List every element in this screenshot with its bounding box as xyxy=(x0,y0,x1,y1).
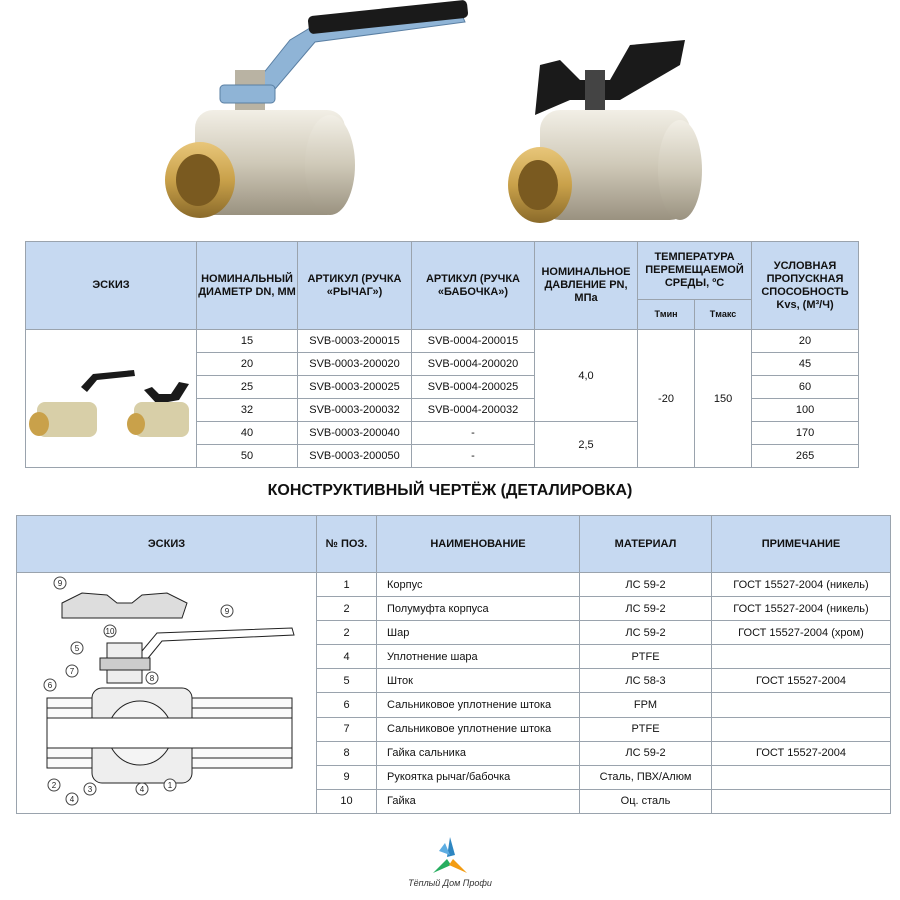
header-sketch: ЭСКИЗ xyxy=(17,516,317,573)
cell-note xyxy=(712,645,891,669)
cell-lever: SVB-0003-200025 xyxy=(298,376,412,399)
cell-kvs: 20 xyxy=(752,330,859,353)
valves-thumbnail xyxy=(29,332,194,462)
cell-name: Сальниковое уплотнение штока xyxy=(377,693,580,717)
callout: 9 xyxy=(224,607,229,616)
callout: 10 xyxy=(105,627,114,636)
cell-pos: 8 xyxy=(317,741,377,765)
cell-kvs: 100 xyxy=(752,399,859,422)
cell-dn: 15 xyxy=(197,330,298,353)
cell-material: FPM xyxy=(580,693,712,717)
cell-butterfly: SVB-0004-200032 xyxy=(412,399,535,422)
cell-material: ЛС 59-2 xyxy=(580,741,712,765)
spec-sketch-cell xyxy=(26,330,197,468)
header-pos: № ПОЗ. xyxy=(317,516,377,573)
cell-kvs: 60 xyxy=(752,376,859,399)
callout: 2 xyxy=(51,781,56,790)
cell-pos: 4 xyxy=(317,645,377,669)
cell-pos: 2 xyxy=(317,621,377,645)
section-title: КОНСТРУКТИВНЫЙ ЧЕРТЁЖ (ДЕТАЛИРОВКА) xyxy=(267,482,633,499)
callout: 1 xyxy=(167,781,172,790)
callout: 3 xyxy=(87,785,92,794)
cell-note: ГОСТ 15527-2004 xyxy=(712,669,891,693)
cell-material: PTFE xyxy=(580,645,712,669)
valve-section-drawing xyxy=(22,573,312,813)
cell-pos: 10 xyxy=(317,789,377,813)
cell-butterfly: SVB-0004-200020 xyxy=(412,353,535,376)
callout: 5 xyxy=(74,644,79,653)
header-material: МАТЕРИАЛ xyxy=(580,516,712,573)
header-art-lever: АРТИКУЛ (РУЧКА «РЫЧАГ») xyxy=(298,242,412,330)
cell-lever: SVB-0003-200015 xyxy=(298,330,412,353)
cell-butterfly: - xyxy=(412,445,535,468)
header-pressure: НОМИНАЛЬНОЕ ДАВЛЕНИЕ PN, МПа xyxy=(535,242,638,330)
cell-name: Рукоятка рычаг/бабочка xyxy=(377,765,580,789)
cell-dn: 20 xyxy=(197,353,298,376)
callout: 7 xyxy=(69,667,74,676)
cell-note: ГОСТ 15527-2004 (хром) xyxy=(712,621,891,645)
cell-kvs: 45 xyxy=(752,353,859,376)
cell-dn: 50 xyxy=(197,445,298,468)
cell-name: Корпус xyxy=(377,573,580,597)
cell-note: ГОСТ 15527-2004 xyxy=(712,741,891,765)
logo-caption: Тёплый Дом Профи xyxy=(408,878,492,888)
cell-name: Гайка сальника xyxy=(377,741,580,765)
cell-pos: 9 xyxy=(317,765,377,789)
callout: 4 xyxy=(139,785,144,794)
cell-butterfly: - xyxy=(412,422,535,445)
header-tmax: Tмакс xyxy=(695,300,752,330)
company-logo xyxy=(425,835,475,877)
butterfly-valve-photo xyxy=(500,25,720,235)
cell-material: Сталь, ПВХ/Алюм xyxy=(580,765,712,789)
cell-pressure-a: 4,0 xyxy=(535,330,638,422)
cell-pos: 7 xyxy=(317,717,377,741)
cell-lever: SVB-0003-200020 xyxy=(298,353,412,376)
lever-valve-photo xyxy=(140,0,500,235)
cell-material: ЛС 58-3 xyxy=(580,669,712,693)
cell-material: ЛС 59-2 xyxy=(580,573,712,597)
cell-note xyxy=(712,765,891,789)
header-art-butterfly: АРТИКУЛ (РУЧКА «БАБОЧКА») xyxy=(412,242,535,330)
cell-pos: 6 xyxy=(317,693,377,717)
cell-note xyxy=(712,717,891,741)
header-name: НАИМЕНОВАНИЕ xyxy=(377,516,580,573)
cell-material: ЛС 59-2 xyxy=(580,621,712,645)
cell-pos: 1 xyxy=(317,573,377,597)
cell-material: ЛС 59-2 xyxy=(580,597,712,621)
cell-note xyxy=(712,693,891,717)
parts-table xyxy=(16,515,891,814)
cell-tmax: 150 xyxy=(695,330,752,468)
callout: 4 xyxy=(69,795,74,804)
callout: 6 xyxy=(47,681,52,690)
callout: 9 xyxy=(57,579,62,588)
drawing-cell xyxy=(17,573,317,814)
cell-pos: 2 xyxy=(317,597,377,621)
header-tmin: Tмин xyxy=(638,300,695,330)
header-kvs: УСЛОВНАЯ ПРОПУСКНАЯ СПОСОБНОСТЬ Kvs, (М³/Ч) xyxy=(752,242,859,330)
cell-lever: SVB-0003-200040 xyxy=(298,422,412,445)
cell-name: Полумуфта корпуса xyxy=(377,597,580,621)
cell-material: PTFE xyxy=(580,717,712,741)
cell-note: ГОСТ 15527-2004 (никель) xyxy=(712,573,891,597)
header-sketch: ЭСКИЗ xyxy=(26,242,197,330)
cell-kvs: 170 xyxy=(752,422,859,445)
cell-butterfly: SVB-0004-200025 xyxy=(412,376,535,399)
cell-name: Сальниковое уплотнение штока xyxy=(377,717,580,741)
cell-material: Оц. сталь xyxy=(580,789,712,813)
header-note: ПРИМЕЧАНИЕ xyxy=(712,516,891,573)
cell-dn: 32 xyxy=(197,399,298,422)
cell-name: Гайка xyxy=(377,789,580,813)
cell-dn: 40 xyxy=(197,422,298,445)
cell-name: Шток xyxy=(377,669,580,693)
cell-note: ГОСТ 15527-2004 (никель) xyxy=(712,597,891,621)
header-temp: ТЕМПЕРАТУРА ПЕРЕМЕЩАЕМОЙ СРЕДЫ, ºC xyxy=(638,242,752,300)
cell-pos: 5 xyxy=(317,669,377,693)
cell-name: Шар xyxy=(377,621,580,645)
cell-pressure-b: 2,5 xyxy=(535,422,638,468)
cell-dn: 25 xyxy=(197,376,298,399)
cell-kvs: 265 xyxy=(752,445,859,468)
cell-lever: SVB-0003-200050 xyxy=(298,445,412,468)
callout: 8 xyxy=(149,674,154,683)
cell-butterfly: SVB-0004-200015 xyxy=(412,330,535,353)
cell-name: Уплотнение шара xyxy=(377,645,580,669)
cell-lever: SVB-0003-200032 xyxy=(298,399,412,422)
cell-tmin: -20 xyxy=(638,330,695,468)
header-dn: НОМИНАЛЬНЫЙ ДИАМЕТР DN, ММ xyxy=(197,242,298,330)
spec-table xyxy=(25,241,859,468)
cell-note xyxy=(712,789,891,813)
